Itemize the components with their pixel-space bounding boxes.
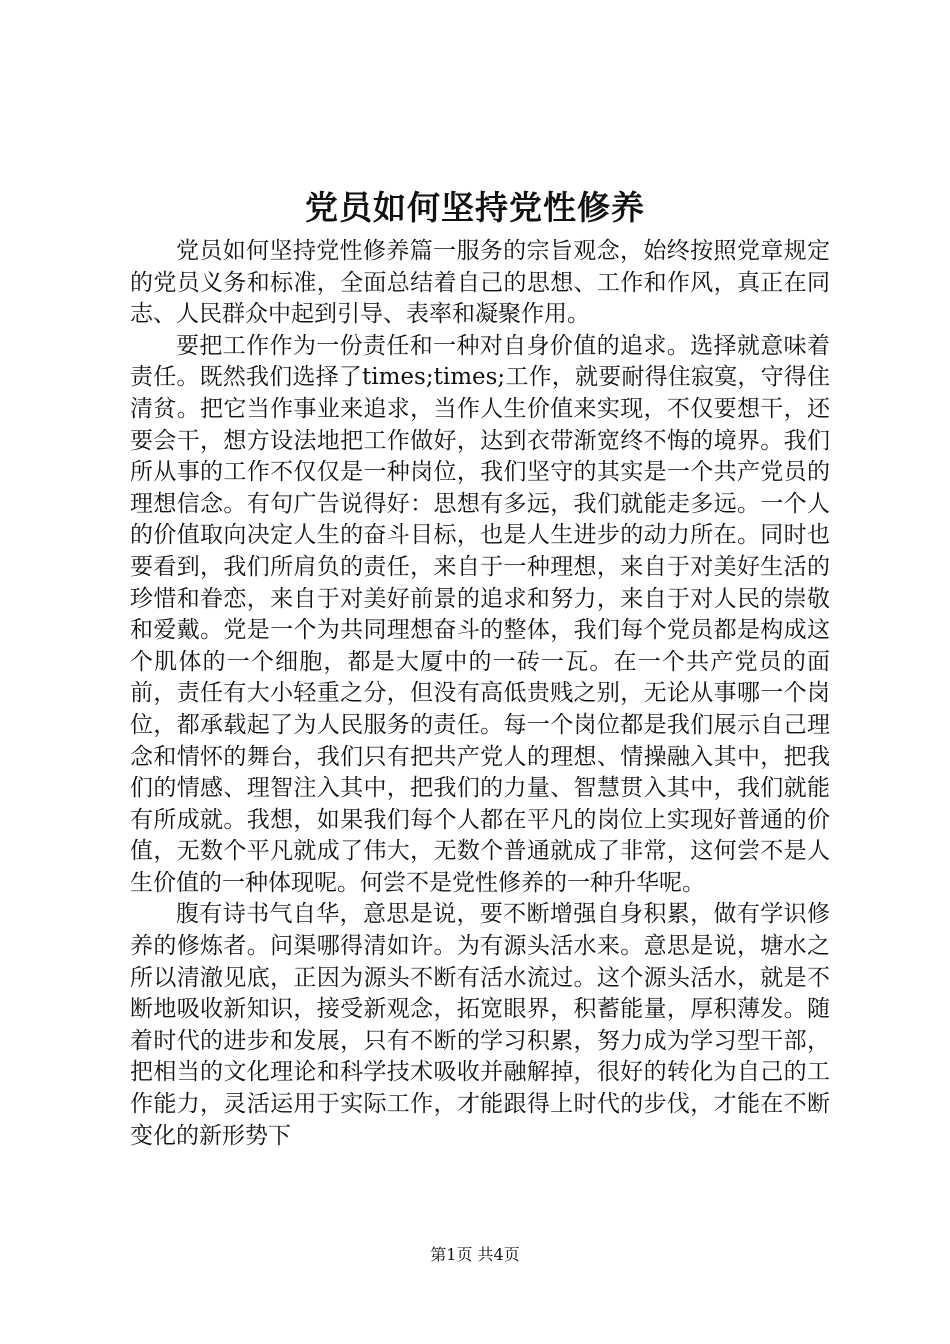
document-title: 党员如何坚持党性修养 (305, 188, 645, 227)
paragraph-3: 腹有诗书气自华，意思是说，要不断增强自身积累，做有学识修养的修炼者。问渠哪得清如许。为有源头活水来。意思是说，塘水之所以清澈见底，正因为源头不断有活水流过。这个源头活水，就是不断地吸收新知识，接受新观念，拓宽眼界，积蓄能量，厚积薄发。随着时代的进步和发展，只有不断的学习积累，努力成为学习型干部，把相当的文化理论和科学技术吸收并融解掉，很好的转化为自己的工作能力，灵活运用于实际工作，才能跟得上时代的步伐，才能在不断变化的新形势下 (130, 901, 830, 1149)
page-footer: 第1页 共4页 (430, 1245, 520, 1264)
paragraph-1: 党员如何坚持党性修养篇一服务的宗旨观念，始终按照党章规定的党员义务和标准，全面总结着自己的思想、工作和作风，真正在同志、人民群众中起到引导、表率和凝聚作用。 (130, 238, 830, 328)
document-body (130, 236, 830, 1152)
paragraph-2: 要把工作作为一份责任和一种对自身价值的追求。选择就意味着责任。既然我们选择了times;times;工作，就要耐得住寂寞，守得住清贫。把它当作事业来追求，当作人生价值来实现，不仅要想干，还要会干，想方设法地把工作做好，达到衣带渐宽终不悔的境界。我们所从事的工作不仅仅是一种岗位，我们坚守的其实是一个共产党员的理想信念。有句广告说得好：思想有多远，我们就能走多远。一个人的价值取向决定人生的奋斗目标，也是人生进步的动力所在。同时也要看到，我们所肩负的责任，来自于一种理想，来自于对美好生活的珍惜和眷恋，来自于对美好前景的追求和努力，来自于对人民的崇敬和爱戴。党是一个为共同理想奋斗的整体，我们每个党员都是构成这个肌体的一个细胞，都是大厦中的一砖一瓦。在一个共产党员的面前，责任有大小轻重之分，但没有高低贵贱之别，无论从事哪一个岗位，都承载起了为人民服务的责任。每一个岗位都是我们展示自己理念和情怀的舞台，我们只有把共产党人的理想、情操融入其中，把我们的情感、理智注入其中，把我们的力量、智慧贯入其中，我们就能有所成就。我想，如果我们每个人都在平凡的岗位上实现好普通的价值，无数个平凡就成了伟大，无数个普通就成了非常，这何尝不是人生价值的一种体现呢。何尝不是党性修养的一种升华呢。 (130, 332, 830, 896)
